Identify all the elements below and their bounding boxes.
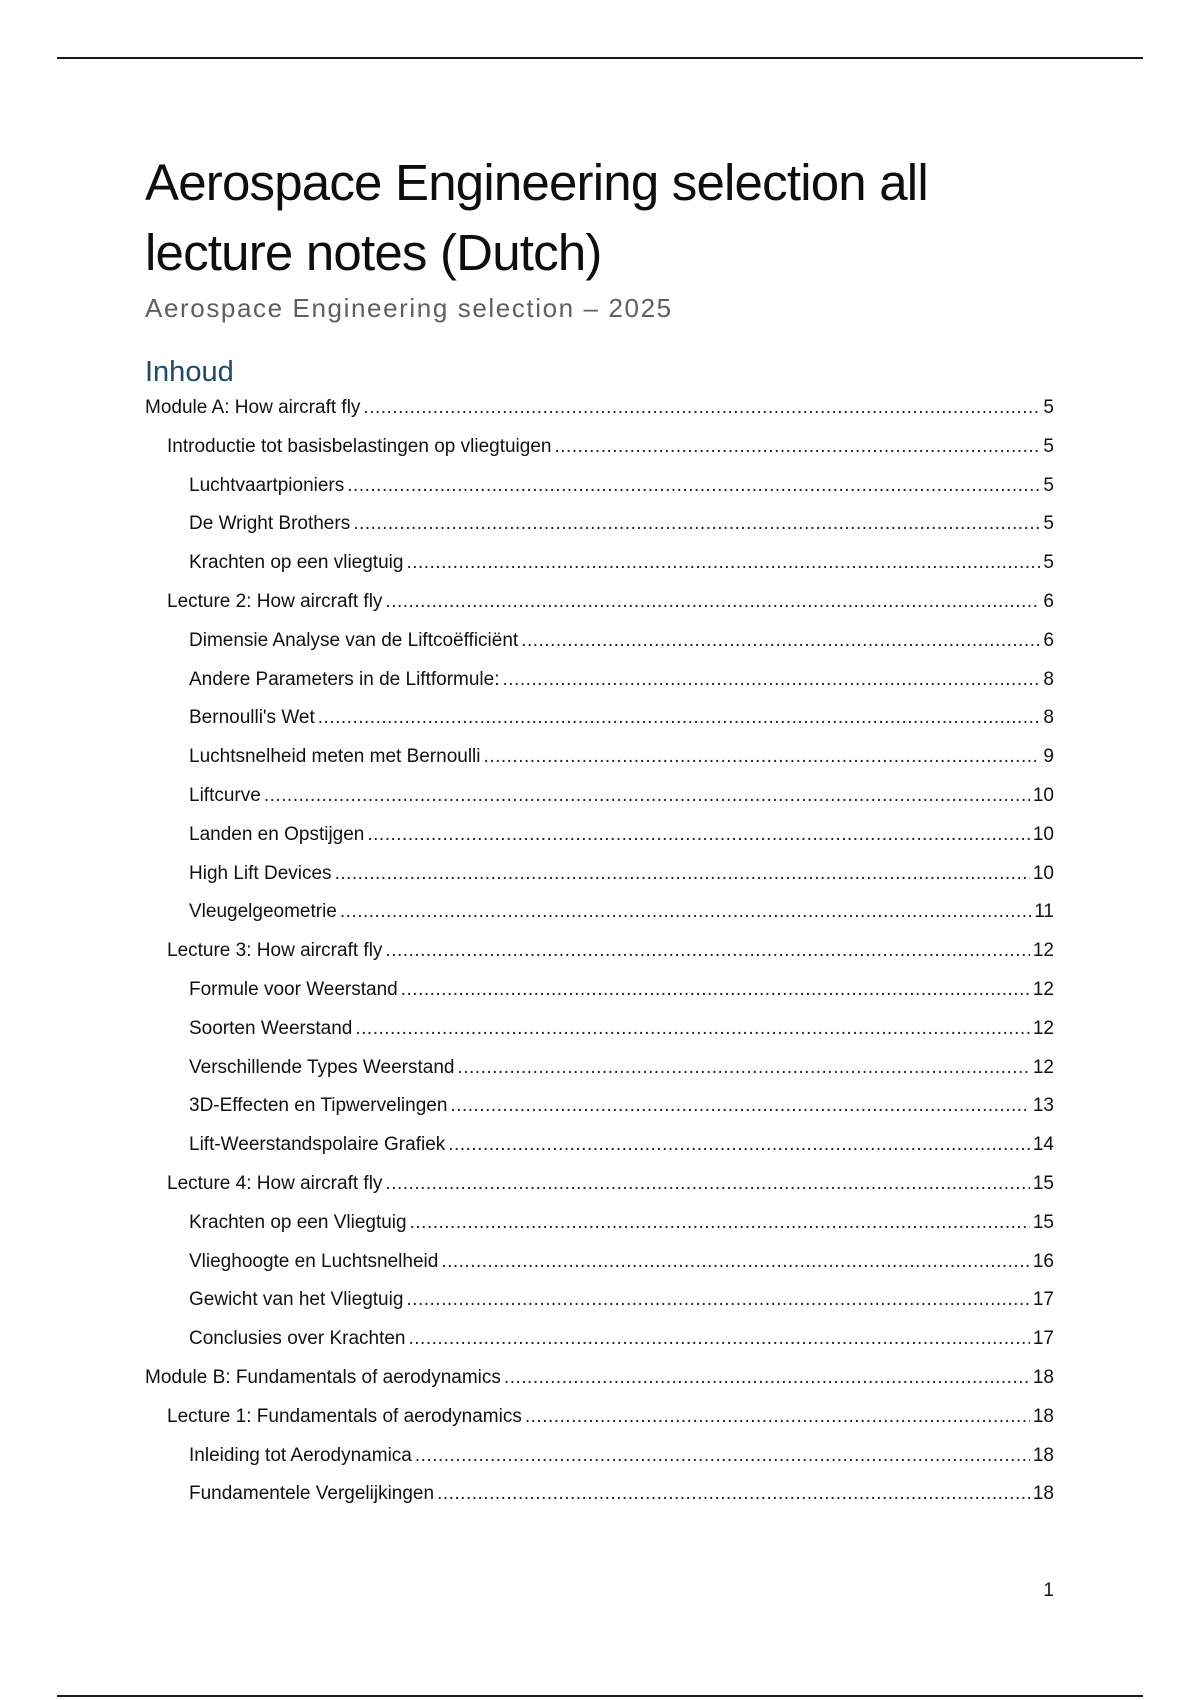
toc-entry-page: 12: [1032, 979, 1054, 1000]
toc-entry[interactable]: [189, 976, 1054, 1004]
toc-entry-page: 6: [1043, 591, 1054, 612]
toc-entry-page: 11: [1034, 901, 1054, 922]
toc-dot-leader: [504, 1364, 1030, 1392]
toc-dot-leader: [401, 976, 1030, 1004]
toc-entry[interactable]: [167, 1170, 1054, 1198]
toc-entry[interactable]: [189, 1286, 1054, 1314]
toc-entry-title: De Wright Brothers: [189, 513, 351, 534]
toc-dot-leader: [484, 743, 1041, 771]
toc-entry-title: Lecture 4: How aircraft fly: [167, 1173, 383, 1194]
toc-heading: Inhoud: [145, 356, 234, 388]
toc-entry-page: 14: [1032, 1134, 1054, 1155]
toc-entry-title: Dimensie Analyse van de Liftcoëfficiënt: [189, 630, 519, 651]
toc-dot-leader: [410, 1209, 1030, 1237]
footer-rule: [57, 1695, 1143, 1697]
toc-dot-leader: [448, 1131, 1030, 1159]
toc-entry-page: 12: [1032, 940, 1054, 961]
page-number: 1: [1043, 1580, 1054, 1601]
toc-dot-leader: [385, 937, 1029, 965]
toc-entry[interactable]: [189, 666, 1054, 694]
toc-dot-leader: [525, 1403, 1030, 1431]
toc-entry[interactable]: [189, 627, 1054, 655]
toc-entry-title: Formule voor Weerstand: [189, 979, 398, 1000]
toc-entry[interactable]: [189, 1248, 1054, 1276]
toc-dot-leader: [554, 433, 1040, 461]
toc-entry-page: 12: [1032, 1057, 1054, 1078]
document-subtitle: Aerospace Engineering selection – 2025: [145, 293, 673, 323]
toc-entry-title: Gewicht van het Vliegtuig: [189, 1289, 404, 1310]
toc-entry-title: Verschillende Types Weerstand: [189, 1057, 455, 1078]
toc-entry-page: 12: [1032, 1018, 1054, 1039]
toc-entry-title: Introductie tot basisbelastingen op vliegtuigen: [167, 436, 552, 457]
toc-entry[interactable]: [189, 821, 1054, 849]
toc-dot-leader: [385, 588, 1040, 616]
toc-entry[interactable]: [189, 704, 1054, 732]
toc-entry[interactable]: [189, 1209, 1054, 1237]
toc-entry-title: Liftcurve: [189, 785, 261, 806]
toc-dot-leader: [355, 1015, 1030, 1043]
toc-entry-title: Krachten op een vliegtuig: [189, 552, 404, 573]
toc-entry[interactable]: [189, 1015, 1054, 1043]
toc-dot-leader: [409, 1325, 1030, 1353]
toc-entry-page: 9: [1043, 746, 1054, 767]
toc-entry-title: Vlieghoogte en Luchtsnelheid: [189, 1251, 439, 1272]
toc-entry[interactable]: [189, 1131, 1054, 1159]
toc-entry-page: 5: [1043, 436, 1054, 457]
toc-entry-title: High Lift Devices: [189, 863, 332, 884]
toc-entry-page: 18: [1032, 1406, 1054, 1427]
toc-entry[interactable]: [189, 898, 1054, 926]
toc-entry-page: 8: [1043, 669, 1054, 690]
toc-entry[interactable]: [145, 1364, 1054, 1392]
toc-entry-page: 5: [1043, 397, 1054, 418]
toc-entry[interactable]: [189, 549, 1054, 577]
toc-entry-title: Lift-Weerstandspolaire Grafiek: [189, 1134, 446, 1155]
toc-entry-page: 8: [1043, 707, 1054, 728]
toc-entry[interactable]: [167, 588, 1054, 616]
toc-entry-page: 16: [1032, 1251, 1054, 1272]
toc-entry[interactable]: [189, 1442, 1054, 1470]
toc-entry[interactable]: [189, 782, 1054, 810]
toc-entry-page: 5: [1043, 552, 1054, 573]
toc-entry-title: Krachten op een Vliegtuig: [189, 1212, 407, 1233]
toc-dot-leader: [264, 782, 1030, 810]
toc-dot-leader: [503, 666, 1041, 694]
toc-entry-page: 17: [1032, 1328, 1054, 1349]
toc-entry[interactable]: [189, 860, 1054, 888]
toc-entry-title: Andere Parameters in de Liftformule:: [189, 669, 500, 690]
toc-entry-title: Soorten Weerstand: [189, 1018, 353, 1039]
toc-entry-title: Lecture 1: Fundamentals of aerodynamics: [167, 1406, 522, 1427]
toc-entry-title: Module A: How aircraft fly: [145, 397, 361, 418]
toc-entry-title: Inleiding tot Aerodynamica: [189, 1445, 412, 1466]
toc-entry[interactable]: [189, 1092, 1054, 1120]
toc-entry-title: Bernoulli's Wet: [189, 707, 315, 728]
toc-entry[interactable]: [189, 1325, 1054, 1353]
toc-dot-leader: [406, 549, 1040, 577]
toc-entry-title: Landen en Opstijgen: [189, 824, 365, 845]
toc-entry-page: 15: [1032, 1212, 1054, 1233]
toc-entry-page: 13: [1032, 1095, 1054, 1116]
toc-entry[interactable]: [167, 1403, 1054, 1431]
toc-entry-page: 10: [1032, 785, 1054, 806]
toc-dot-leader: [353, 510, 1040, 538]
toc-entry-page: 18: [1032, 1367, 1054, 1388]
toc-entry-title: Lecture 2: How aircraft fly: [167, 591, 383, 612]
toc-entry-title: Vleugelgeometrie: [189, 901, 337, 922]
toc-entry[interactable]: [189, 472, 1054, 500]
toc-dot-leader: [335, 860, 1030, 888]
toc-entry-title: Conclusies over Krachten: [189, 1328, 406, 1349]
toc-dot-leader: [385, 1170, 1029, 1198]
toc-dot-leader: [406, 1286, 1029, 1314]
toc-entry-page: 6: [1043, 630, 1054, 651]
document-title: Aerospace Engineering selection all lecture notes (Dutch): [145, 154, 928, 281]
toc-dot-leader: [347, 472, 1040, 500]
toc-dot-leader: [521, 627, 1040, 655]
toc-dot-leader: [457, 1054, 1029, 1082]
toc-entry-page: 15: [1032, 1173, 1054, 1194]
toc-entry-title: Luchtvaartpioniers: [189, 475, 345, 496]
toc-entry-title: Module B: Fundamentals of aerodynamics: [145, 1367, 501, 1388]
toc-entry[interactable]: [167, 937, 1054, 965]
toc-entry-page: 10: [1032, 824, 1054, 845]
toc-entry-page: 17: [1032, 1289, 1054, 1310]
toc-entry-title: 3D-Effecten en Tipwervelingen: [189, 1095, 448, 1116]
toc-dot-leader: [441, 1248, 1030, 1276]
toc-dot-leader: [415, 1442, 1030, 1470]
toc-entry-page: 5: [1043, 475, 1054, 496]
toc-dot-leader: [318, 704, 1041, 732]
toc-entry-page: 10: [1032, 863, 1054, 884]
toc-entry[interactable]: [189, 1054, 1054, 1082]
toc-dot-leader: [450, 1092, 1029, 1120]
toc-entry-title: Luchtsnelheid meten met Bernoulli: [189, 746, 481, 767]
toc-entry[interactable]: [145, 394, 1054, 422]
toc-dot-leader: [340, 898, 1031, 926]
toc-entry-page: 5: [1043, 513, 1054, 534]
toc-entry-title: Fundamentele Vergelijkingen: [189, 1483, 435, 1504]
toc-dot-leader: [437, 1480, 1030, 1508]
toc-entry-title: Lecture 3: How aircraft fly: [167, 940, 383, 961]
toc-entry[interactable]: [189, 1480, 1054, 1508]
toc-entry-page: 18: [1032, 1445, 1054, 1466]
toc-entry[interactable]: [189, 510, 1054, 538]
toc-dot-leader: [363, 394, 1040, 422]
toc-dot-leader: [367, 821, 1029, 849]
toc-entry-page: 18: [1032, 1483, 1054, 1504]
toc-entry[interactable]: [167, 433, 1054, 461]
toc-entry[interactable]: [189, 743, 1054, 771]
